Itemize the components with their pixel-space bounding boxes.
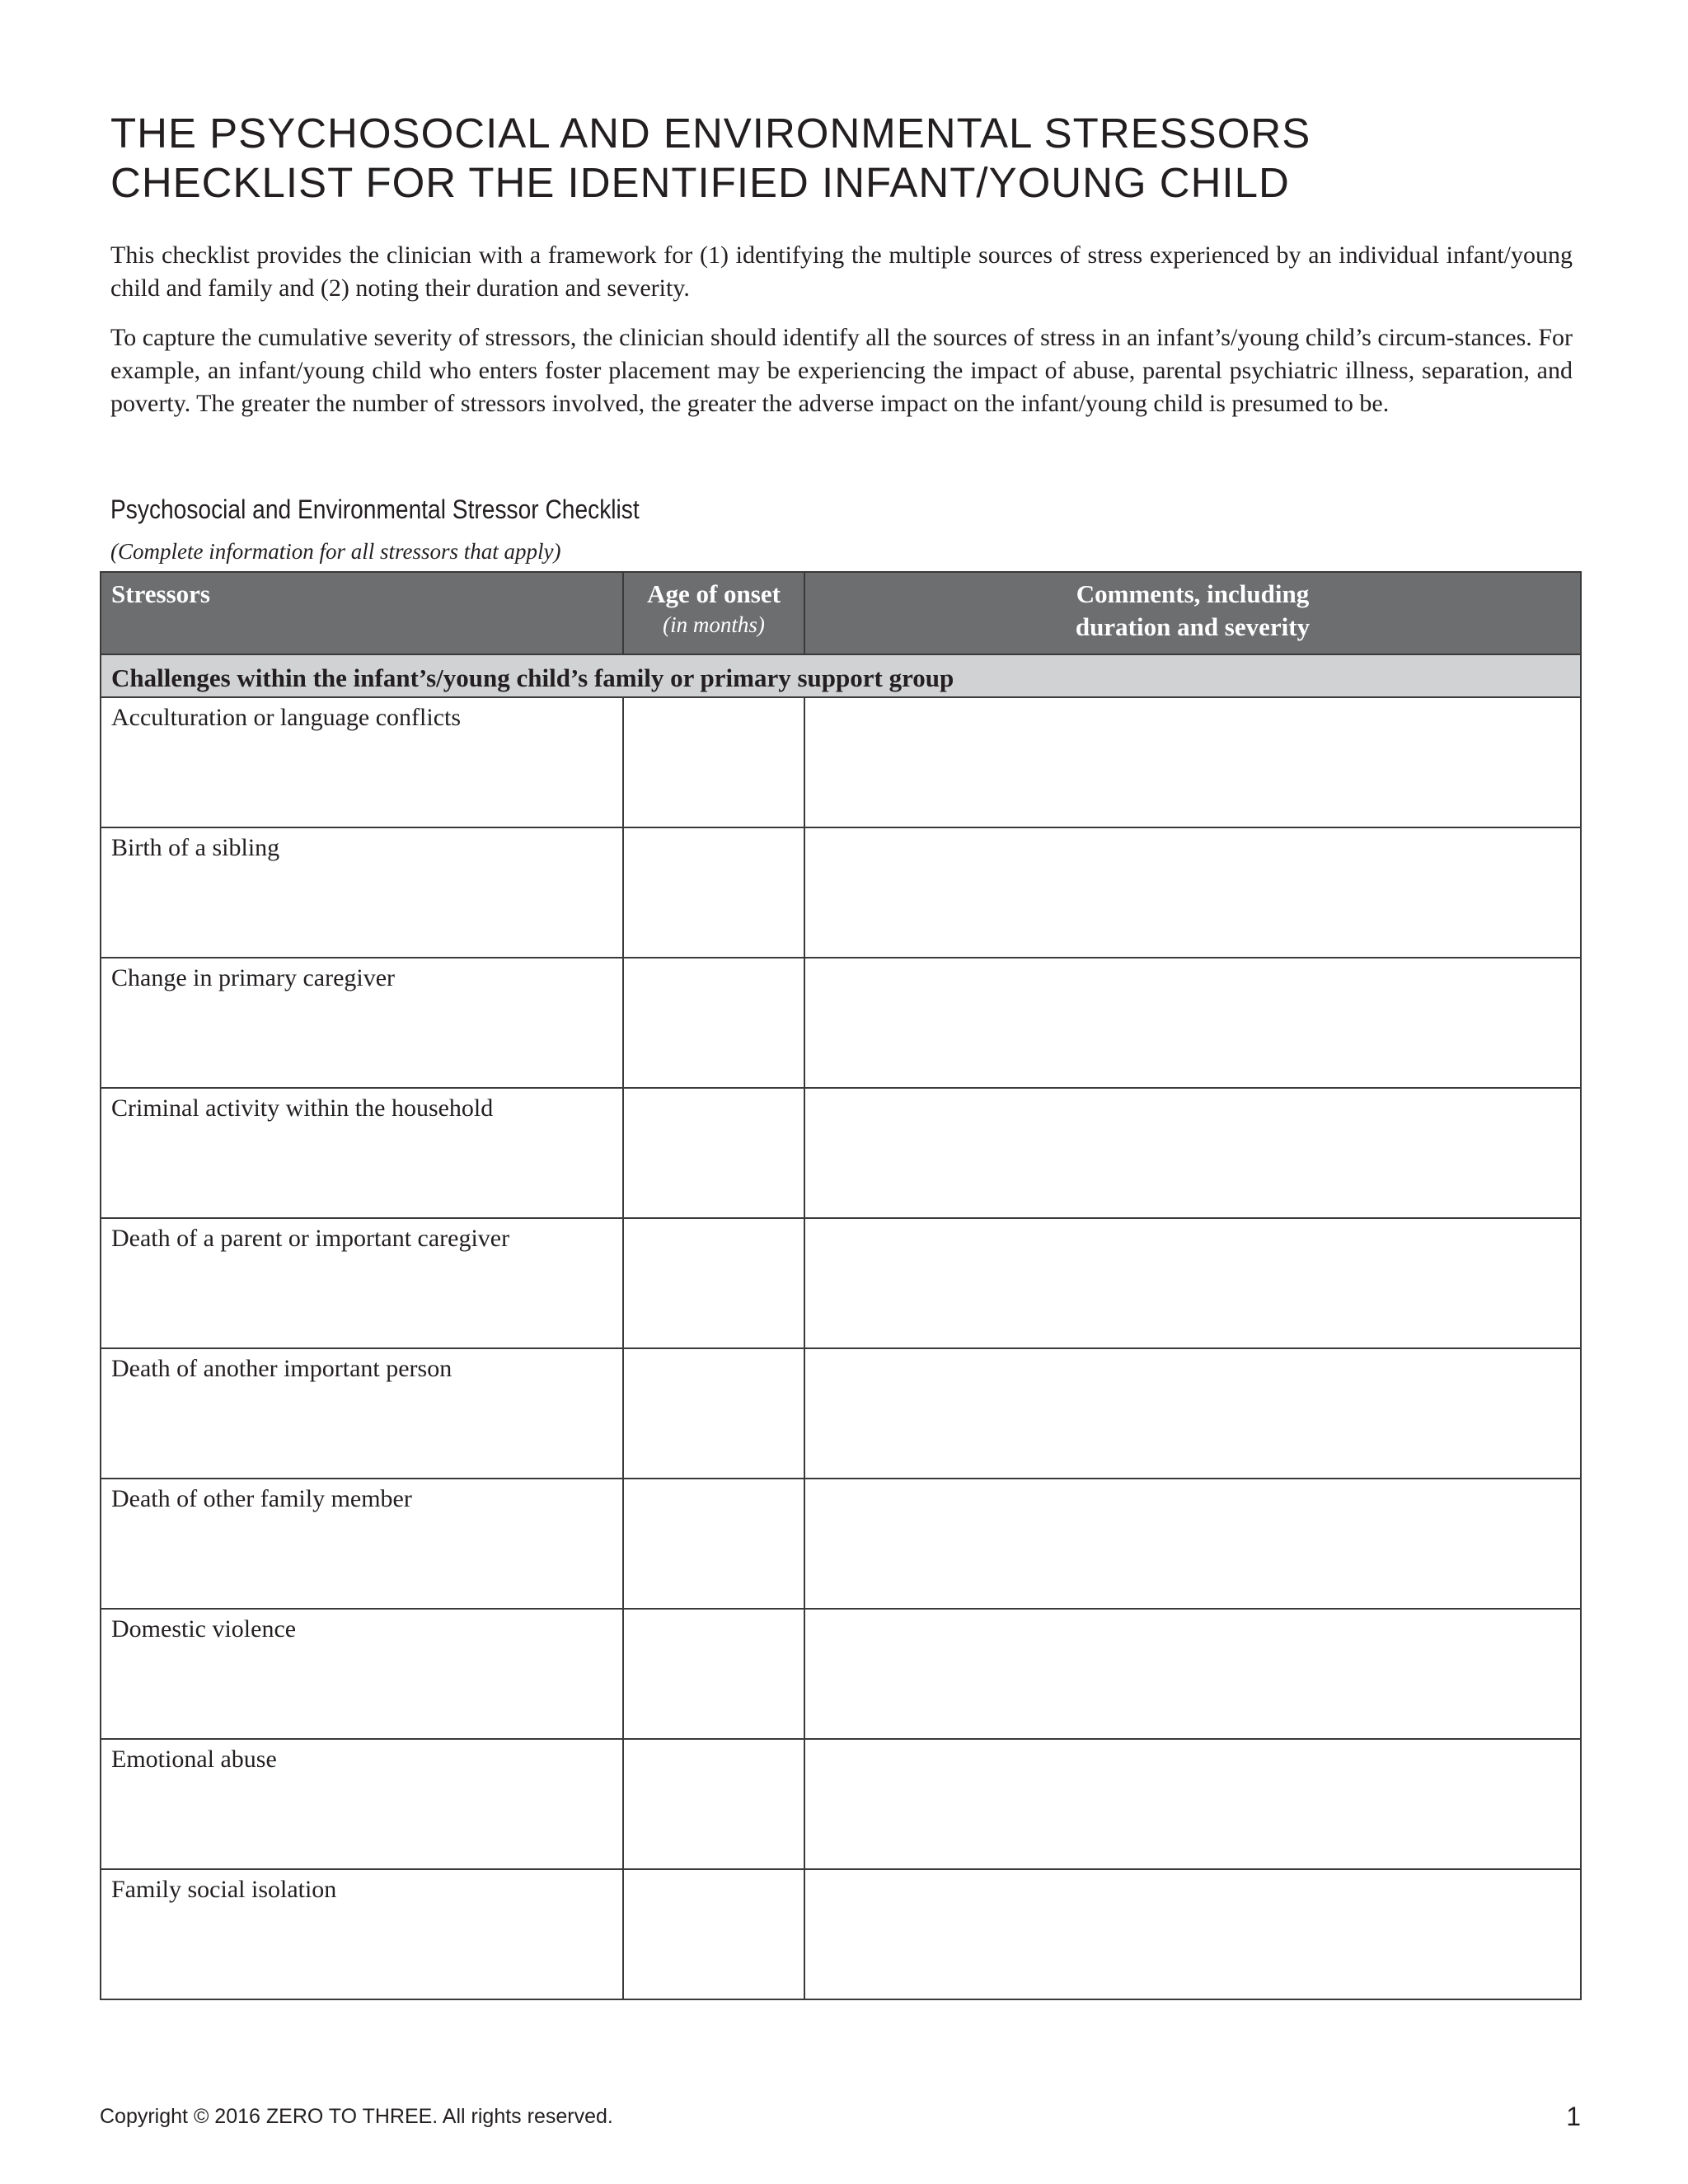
group-title: Challenges within the infant’s/young child’s family or primary support group (101, 654, 1581, 697)
table-row (101, 827, 1581, 958)
table-header-row (101, 572, 1581, 654)
intro-paragraph-1: This checklist provides the clinician with a framework for (1) identifying the multiple sources of stress experienced by an individual infant/young child and family and (2) noting their duration and severity. (110, 241, 1573, 302)
stressor-name-cell: Acculturation or language conflicts (101, 697, 623, 827)
group-header-row (101, 654, 1581, 697)
comments-cell[interactable] (804, 827, 1581, 958)
comments-cell[interactable] (804, 1869, 1581, 1999)
table-row (101, 958, 1581, 1088)
stressor-checklist-table (100, 571, 1582, 2000)
column-header-stressors: Stressors (101, 572, 623, 654)
table-row (101, 697, 1581, 827)
table-row (101, 1869, 1581, 1999)
age-of-onset-cell[interactable] (623, 1869, 804, 1999)
comments-cell[interactable] (804, 1609, 1581, 1739)
stressor-name-cell: Domestic violence (101, 1609, 623, 1739)
column-header-age-unit: (in months) (663, 612, 765, 637)
table-row (101, 1348, 1581, 1479)
table-row (101, 1218, 1581, 1348)
checklist-heading: Psychosocial and Environmental Stressor Checklist (110, 494, 640, 524)
column-header-comments (804, 572, 1581, 654)
comments-cell[interactable] (804, 1088, 1581, 1218)
comments-cell[interactable] (804, 697, 1581, 827)
age-of-onset-cell[interactable] (623, 827, 804, 958)
column-header-comments-line-1: Comments, including (1076, 579, 1310, 608)
comments-cell[interactable] (804, 1479, 1581, 1609)
comments-cell[interactable] (804, 1348, 1581, 1479)
comments-cell[interactable] (804, 1739, 1581, 1869)
comments-cell[interactable] (804, 958, 1581, 1088)
stressor-name-cell: Family social isolation (101, 1869, 623, 1999)
stressor-name-cell: Criminal activity within the household (101, 1088, 623, 1218)
page-number: 1 (1566, 2102, 1581, 2131)
stressor-name-cell: Emotional abuse (101, 1739, 623, 1869)
stressor-name-cell: Change in primary caregiver (101, 958, 623, 1088)
document-title-line-1: THE PSYCHOSOCIAL AND ENVIRONMENTAL STRESSORS (110, 110, 1311, 157)
table-row (101, 1609, 1581, 1739)
age-of-onset-cell[interactable] (623, 1348, 804, 1479)
column-header-age-label: Age of onset (647, 579, 781, 608)
stressor-name-cell: Birth of a sibling (101, 827, 623, 958)
age-of-onset-cell[interactable] (623, 1479, 804, 1609)
column-header-comments-line-2: duration and severity (1075, 612, 1311, 641)
table-row (101, 1088, 1581, 1218)
age-of-onset-cell[interactable] (623, 697, 804, 827)
column-header-age-of-onset (623, 572, 804, 654)
age-of-onset-cell[interactable] (623, 958, 804, 1088)
stressor-name-cell: Death of another important person (101, 1348, 623, 1479)
table-row (101, 1479, 1581, 1609)
age-of-onset-cell[interactable] (623, 1609, 804, 1739)
footer-copyright: Copyright © 2016 ZERO TO THREE. All rights reserved. (100, 2105, 613, 2128)
intro-paragraph-2: To capture the cumulative severity of stressors, the clinician should identify all the sources of stress in an infant’s/young child’s circum-stances. For example, an infant/young child who enters foster placement may be experiencing the impact of abuse, parental psychiatric illness, separation, and poverty. The greater the number of stressors involved, the greater the adverse impact on the infant/young child is presumed to be. (110, 324, 1573, 417)
stressor-name-cell: Death of a parent or important caregiver (101, 1218, 623, 1348)
table-row (101, 1739, 1581, 1869)
age-of-onset-cell[interactable] (623, 1088, 804, 1218)
stressor-name-cell: Death of other family member (101, 1479, 623, 1609)
comments-cell[interactable] (804, 1218, 1581, 1348)
document-title-line-2: CHECKLIST FOR THE IDENTIFIED INFANT/YOUNG CHILD (110, 159, 1290, 206)
age-of-onset-cell[interactable] (623, 1218, 804, 1348)
age-of-onset-cell[interactable] (623, 1739, 804, 1869)
checklist-note: (Complete information for all stressors that apply) (110, 539, 561, 564)
document-title (110, 109, 1578, 208)
